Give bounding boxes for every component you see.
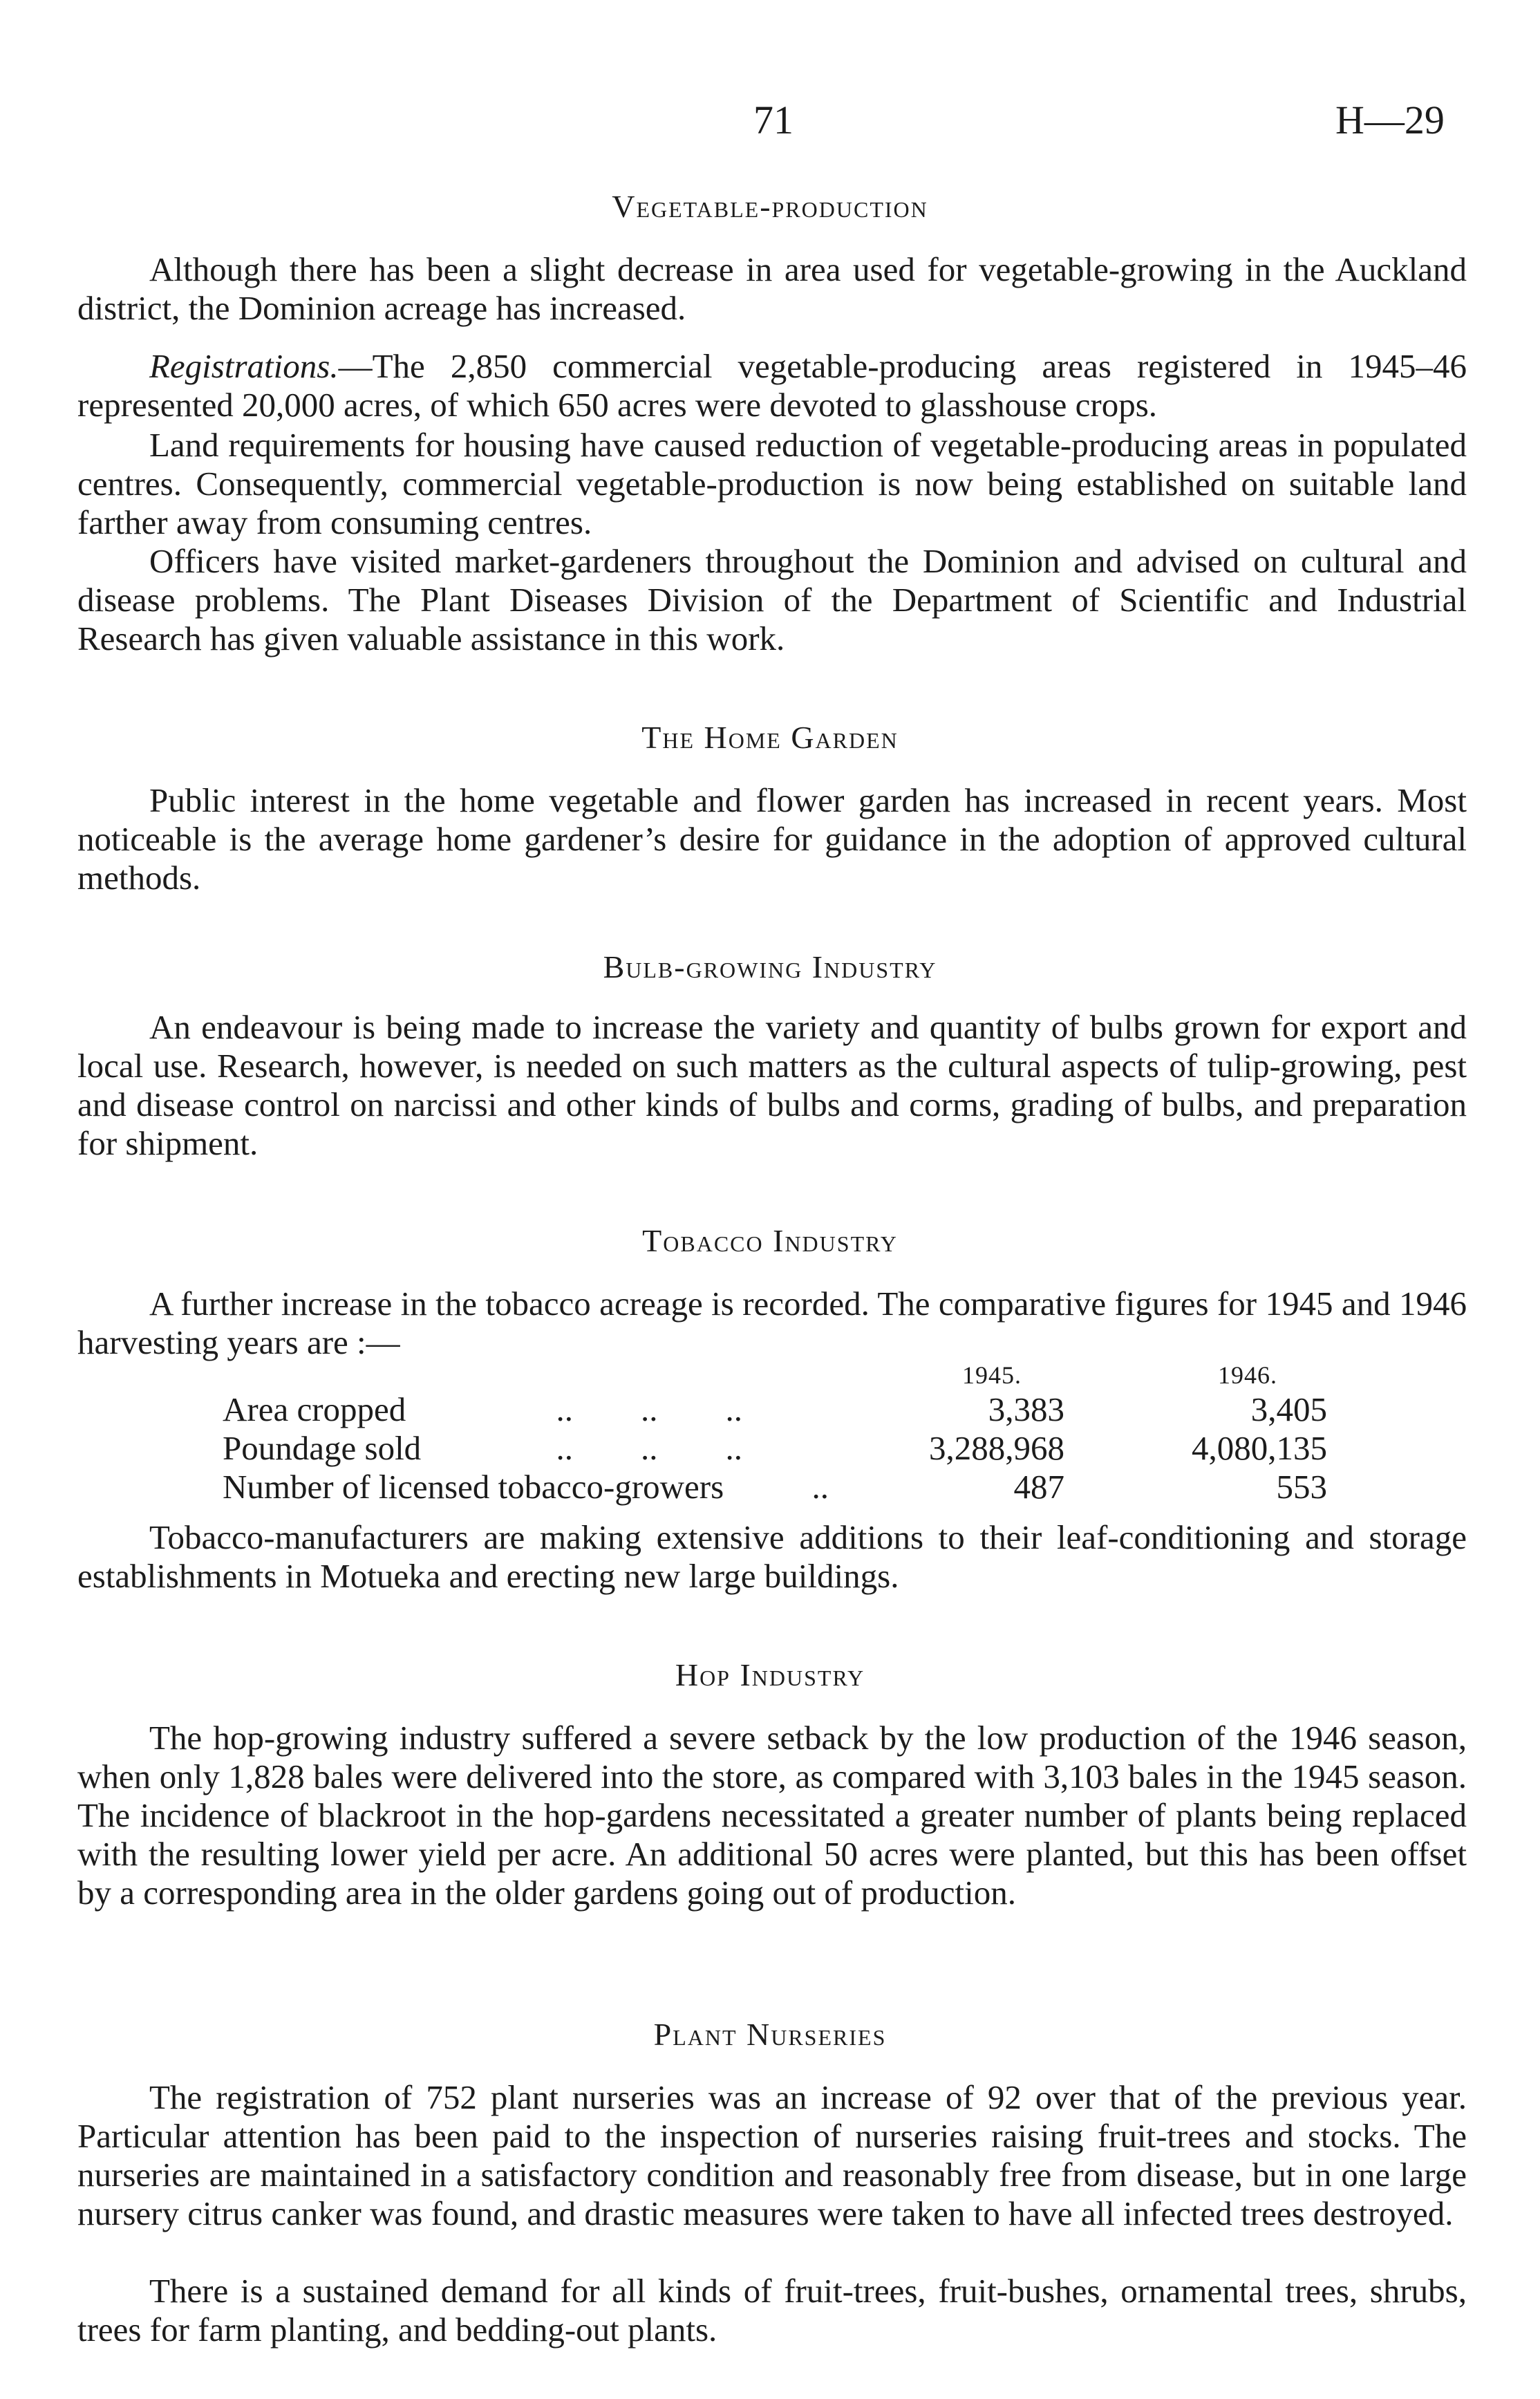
- paragraph-lead: Registrations.: [149, 347, 339, 385]
- paragraph: Public interest in the home vegetable and flower garden has increased in recent years. Most noticeable is the average home gardener’s desire for guidance in the adoption of approved cultural methods.: [77, 781, 1467, 897]
- paragraph: An endeavour is being made to increase the variety and quantity of bulbs grown for export and local use. Research, however, is needed on such matters as the cultural aspects of tulip-growing, pest and disease control on narcissi and other kinds of bulbs and corms, grading of bulbs, and preparation for shipment.: [77, 1008, 1467, 1162]
- section-heading-vegetable-production: Vegetable-production: [612, 189, 928, 224]
- row-label: Area cropped: [223, 1390, 406, 1428]
- paragraph: Land requirements for housing have caused reduction of vegetable-producing areas in populated centres. Consequently, commercial vegetable-production is now being established on suitable land farther away from consuming centres.: [77, 426, 1467, 541]
- section-heading-bulb-growing: Bulb-growing Industry: [603, 949, 937, 984]
- document-reference: H—29: [1335, 97, 1445, 142]
- section-heading-home-garden: The Home Garden: [641, 720, 899, 755]
- cell-1946: 3,405: [1250, 1390, 1327, 1428]
- row-leader: ..: [795, 1468, 829, 1506]
- cell-1945: 3,383: [988, 1390, 1064, 1428]
- row-label: Poundage sold: [223, 1429, 422, 1467]
- column-header-1945: 1945.: [962, 1361, 1022, 1389]
- paragraph: Registrations.—The 2,850 commercial vegetable-producing areas registered in 1945–46 represented 20,000 acres, of which 650 acres were devoted to glasshouse crops.: [77, 347, 1467, 424]
- cell-1945: 3,288,968: [929, 1429, 1064, 1467]
- paragraph: Tobacco-manufacturers are making extensive additions to their leaf-conditioning and storage establishments in Motueka and erecting new large buildings.: [77, 1518, 1467, 1595]
- paragraph: There is a sustained demand for all kinds of fruit-trees, fruit-bushes, ornamental trees, shrubs, trees for farm planting, and bedding-out plants.: [77, 2272, 1467, 2349]
- column-header-1946: 1946.: [1218, 1361, 1277, 1389]
- paragraph: The hop-growing industry suffered a severe setback by the low production of the 1946 season, when only 1,828 bales were delivered into the store, as compared with 3,103 bales in the 1945 season. The incidence of blackroot in the hop-gardens necessitated a greater number of plants being replaced with the resulting lower yield per acre. An additional 50 acres were planted, but this has been offset by a corresponding area in the older gardens going out of production.: [77, 1719, 1467, 1912]
- paragraph: Officers have visited market-gardeners throughout the Dominion and advised on cultural and disease problems. The Plant Diseases Division of the Department of Scientific and Industrial Research has given valuable assistance in this work.: [77, 542, 1467, 657]
- section-heading-tobacco: Tobacco Industry: [642, 1223, 898, 1258]
- row-label: Number of licensed tobacco-growers: [223, 1468, 724, 1506]
- paragraph: A further increase in the tobacco acreage is recorded. The comparative figures for 1945 and 1946 harvesting years are :—: [77, 1285, 1467, 1361]
- cell-1946: 4,080,135: [1192, 1429, 1327, 1467]
- page-number: 71: [753, 97, 794, 142]
- paragraph: Although there has been a slight decrease in area used for vegetable-growing in the Auckland district, the Dominion acreage has increased.: [77, 250, 1467, 327]
- cell-1945: 487: [1013, 1468, 1064, 1506]
- row-leader: .. .. ..: [539, 1429, 742, 1467]
- row-leader: .. .. ..: [539, 1390, 742, 1428]
- paragraph: The registration of 752 plant nurseries was an increase of 92 over that of the previous year. Particular attention has been paid to the inspection of nurseries raising fruit-trees and stocks. The nurseries are maintained in a satisfactory condition and reasonably free from disease, but in one large nursery citrus canker was found, and drastic measures were taken to have all infected trees destroyed.: [77, 2078, 1467, 2232]
- section-heading-hop: Hop Industry: [675, 1657, 865, 1692]
- section-heading-plant-nurseries: Plant Nurseries: [653, 2017, 887, 2052]
- cell-1946: 553: [1276, 1468, 1327, 1506]
